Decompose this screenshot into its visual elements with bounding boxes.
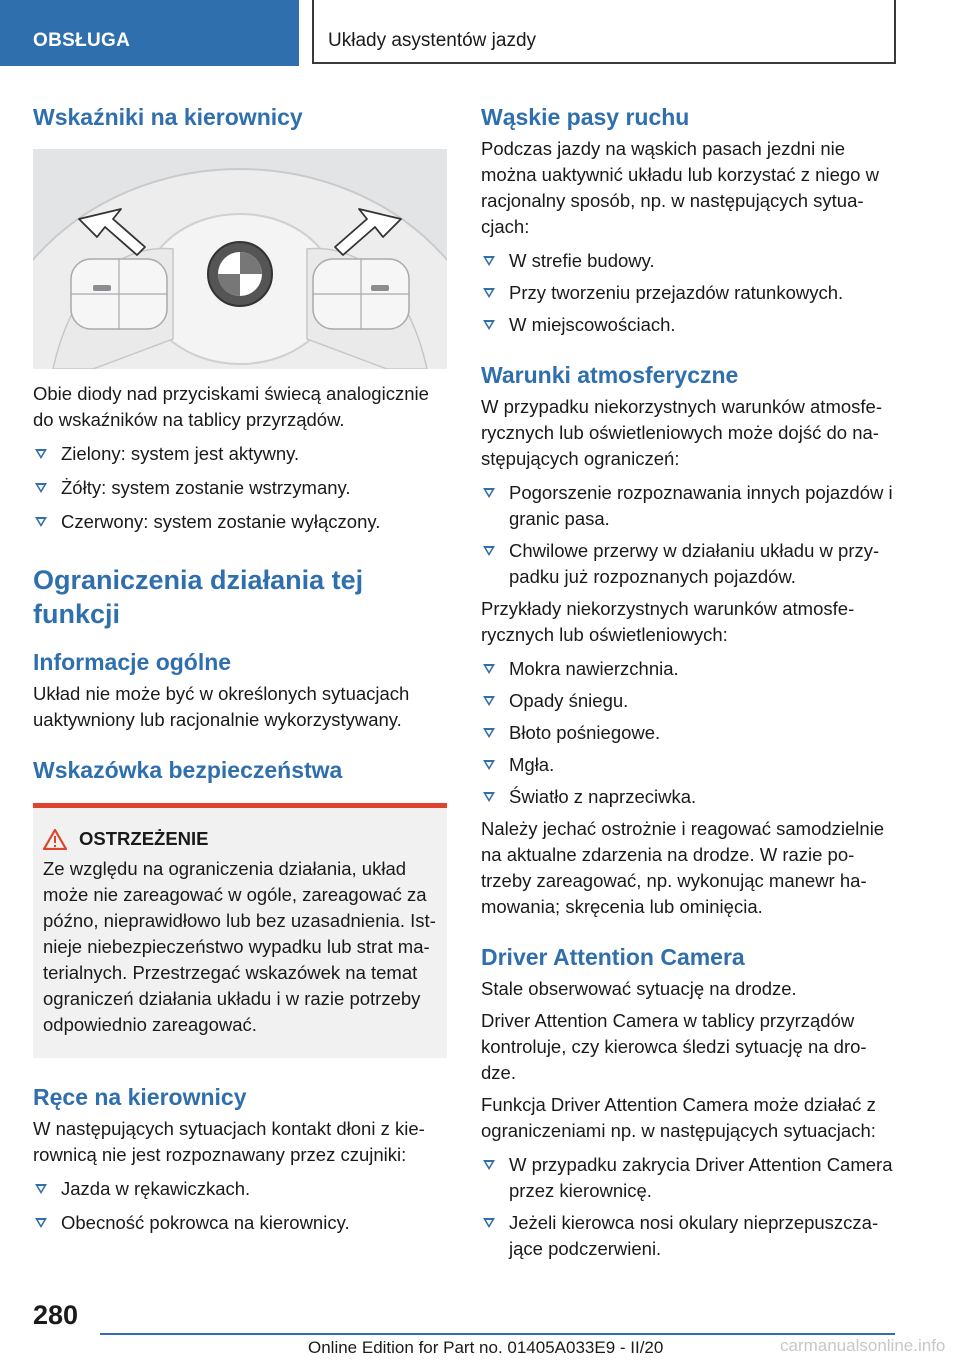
warning-header <box>43 826 437 852</box>
footer-divider <box>100 1333 895 1335</box>
list-item: Jeżeli kierowca nosi okulary nieprzepuszczające podczerwieni. <box>481 1210 895 1262</box>
triangle-bullet-icon <box>35 517 47 527</box>
triangle-bullet-icon <box>483 288 495 298</box>
heading-wskazniki: Wskaźniki na kierownicy <box>33 104 303 130</box>
list-item: Czerwony: system zostanie wyłączony. <box>33 509 447 535</box>
paragraph-informacje: Układ nie może być w określonych sytuacjach uaktywniony lub racjonalnie wykorzystywany. <box>33 683 410 730</box>
list-item: Mgła. <box>481 752 895 778</box>
list-item: Przy tworzeniu przejazdów ratunkowych. <box>481 280 895 306</box>
warning-triangle-icon <box>43 828 67 850</box>
paragraph-waskie: Podczas jazdy na wąskich pasach jezdni nie można uaktywnić układu lub korzystać z niego w racjonalny sposób, np. w następujących sytuacjach: <box>481 138 879 237</box>
triangle-bullet-icon <box>483 728 495 738</box>
triangle-bullet-icon <box>483 760 495 770</box>
list-item: Jazda w rękawiczkach. <box>33 1176 447 1202</box>
list-item: Chwilowe przerwy w działaniu układu w przypadku już rozpoznanych pojazdów. <box>481 538 895 590</box>
list-item: Zielony: system jest aktywny. <box>33 441 447 467</box>
list-item: Obecność pokrowca na kierownicy. <box>33 1210 447 1236</box>
list-item: W przypadku zakrycia Driver Attention Camera przez kierownicę. <box>481 1152 895 1204</box>
list-warunki <box>481 480 895 590</box>
triangle-bullet-icon <box>483 664 495 674</box>
list-rece <box>33 1176 447 1236</box>
warning-text: Ze względu na ograniczenia działania, układ może nie zareagować w ogóle, zareagować za późno, nieprawidłowo lub bez uzasadnienia. Istnieje niebezpieczeństwo wypadku lub strat materialnych. Przestrzegać wskazówek na temat ograniczeń działania układu i w razie potrzeby odpowiednio zareagować. <box>43 858 436 1035</box>
list-camera <box>481 1152 895 1262</box>
paragraph-warunki: W przypadku niekorzystnych warunków atmosferycznych lub oświetleniowych może dojść do następujących ograniczeń: <box>481 396 882 469</box>
list-waskie <box>481 248 895 338</box>
heading-ograniczenia: Ograniczenia działania tej funkcji <box>33 565 364 629</box>
triangle-bullet-icon <box>483 696 495 706</box>
paragraph-rece: W następujących sytuacjach kontakt dłoni z kierownicą nie jest rozpoznawany przez czujniki: <box>33 1118 425 1165</box>
heading-rece: Ręce na kierownicy <box>33 1084 247 1110</box>
triangle-bullet-icon <box>483 546 495 556</box>
triangle-bullet-icon <box>483 320 495 330</box>
triangle-bullet-icon <box>483 488 495 498</box>
footer-edition: Online Edition for Part no. 01405A033E9 - II/20 <box>308 1338 664 1357</box>
list-przyklady <box>481 656 895 810</box>
section-title: OBSŁUGA <box>33 30 131 51</box>
heading-waskie: Wąskie pasy ruchu <box>481 104 690 130</box>
paragraph-przyklady: Przykłady niekorzystnych warunków atmosferycznych lub oświetleniowych: <box>481 598 855 645</box>
list-diody <box>33 441 447 535</box>
list-item: Mokra nawierzchnia. <box>481 656 895 682</box>
triangle-bullet-icon <box>35 483 47 493</box>
paragraph-camera-2: Driver Attention Camera w tablicy przyrządów kontroluje, czy kierowca śledzi sytuację na drodze. <box>481 1010 867 1083</box>
heading-wskazowka: Wskazówka bezpieczeństwa <box>33 757 343 783</box>
paragraph-camera-3: Funkcja Driver Attention Camera może działać z ograniczeniami np. w następujących sytuacjach: <box>481 1094 876 1141</box>
heading-informacje: Informacje ogólne <box>33 649 232 675</box>
list-item: W miejscowościach. <box>481 312 895 338</box>
paragraph-camera-1: Stale obserwować sytuację na drodze. <box>481 978 797 999</box>
triangle-bullet-icon <box>483 1218 495 1228</box>
list-item: Światło z naprzeciwka. <box>481 784 895 810</box>
heading-warunki: Warunki atmosferyczne <box>481 362 739 388</box>
triangle-bullet-icon <box>483 256 495 266</box>
section-tab <box>0 0 299 66</box>
triangle-bullet-icon <box>35 449 47 459</box>
list-item: Żółty: system zostanie wstrzymany. <box>33 475 447 501</box>
heading-camera: Driver Attention Camera <box>481 944 745 970</box>
triangle-bullet-icon <box>35 1184 47 1194</box>
right-column <box>481 100 895 1262</box>
list-item: Błoto pośniegowe. <box>481 720 895 746</box>
page-number: 280 <box>33 1300 79 1330</box>
watermark-logo: carmanualsonline.info <box>780 1336 946 1355</box>
paragraph-diody: Obie diody nad przyciskami świecą analogicznie do wskaźników na tablicy przyrządów. <box>33 383 429 430</box>
chapter-title: Układy asystentów jazdy <box>328 30 537 51</box>
warning-box <box>33 803 447 1058</box>
list-item: W strefie budowy. <box>481 248 895 274</box>
list-item: Opady śniegu. <box>481 688 895 714</box>
triangle-bullet-icon <box>483 1160 495 1170</box>
triangle-bullet-icon <box>483 792 495 802</box>
left-column <box>33 100 447 1236</box>
paragraph-nalezy: Należy jechać ostrożnie i reagować samodzielnie na aktualne zdarzenia na drodze. W razie potrzeby zareagować, np. wykonując manewr hamowania; skręcenia lub ominięcia. <box>481 818 885 917</box>
triangle-bullet-icon <box>35 1218 47 1228</box>
steering-wheel-illustration <box>33 149 447 369</box>
warning-title: OSTRZEŻENIE <box>79 828 209 849</box>
steering-wheel-image <box>33 149 447 369</box>
list-item: Pogorszenie rozpoznawania innych pojazdów i granic pasa. <box>481 480 895 532</box>
chapter-header <box>312 0 896 64</box>
